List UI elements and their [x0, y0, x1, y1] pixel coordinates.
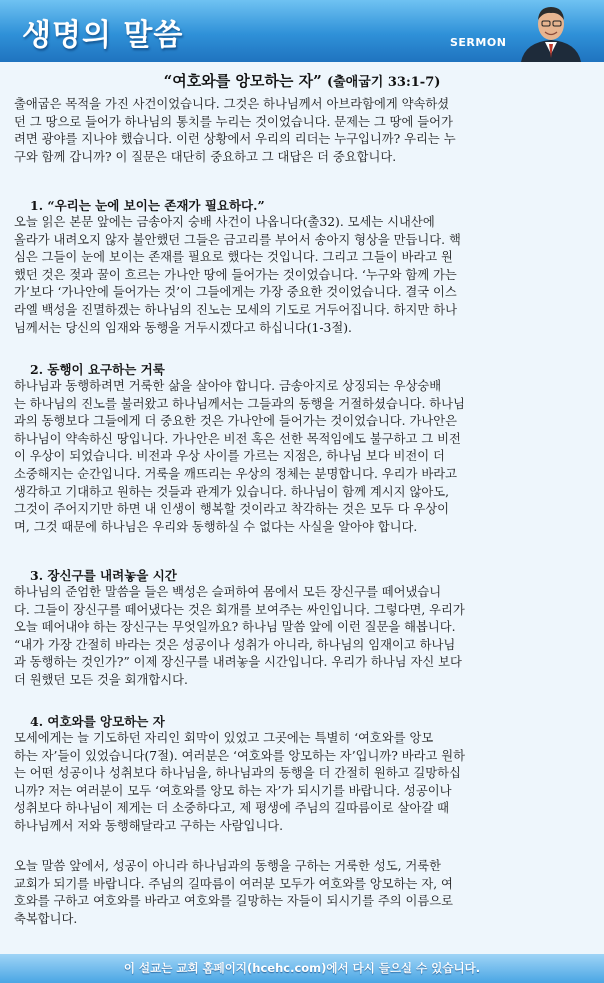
paragraph-line: 하나님과 동행하려면 거룩한 삶을 살아야 합니다. 금송아지로 상징되는 우상숭배: [14, 379, 442, 393]
paragraph-line: 다. 그들이 장신구를 떼어냈다는 것은 회개를 보여주는 싸인입니다. 그렇다면, 우리가: [14, 602, 465, 617]
paragraph-line: 축복합니다.: [14, 911, 78, 926]
section-4-paragraph: [14, 730, 590, 836]
paragraph-line: 과의 동행보다 그들에게 더 중요한 것은 가나안에 들어가는 것이었습니다. 가나안은: [14, 414, 457, 429]
section-3-paragraph: [14, 584, 590, 690]
paragraph-line: 심은 그들이 눈에 보이는 존재를 필요로 했다는 것입니다. 그리고 그들이 바라고 원: [14, 250, 453, 265]
section-heading-2: 2. 동행이 요구하는 거룩: [30, 362, 165, 377]
section-heading-4: 4. 여호와를 앙모하는 자: [30, 714, 165, 729]
paragraph-line: 교회가 되기를 바랍니다. 주님의 길따름이 여러분 모두가 여호와를 앙모하는 자, 여: [14, 876, 453, 891]
paragraph-line: 과 동행하는 것인가?” 이제 장신구를 내려놓을 시간입니다. 우리가 하나님 자신 보다: [14, 655, 462, 670]
paragraph-line: 더 원했던 모든 것을 회개합시다.: [14, 672, 188, 687]
section-1-paragraph: [14, 214, 590, 337]
sermon-body: [0, 62, 604, 954]
footer-note: 이 설교는 교회 홈페이지(hcehc.com)에서 다시 들으실 수 있습니다.: [123, 961, 481, 975]
paragraph-line: 호와를 구하고 여호와를 바라고 여호와를 길망하는 자들이 되시기를 주의 이름으로: [14, 894, 454, 909]
paragraph-line: 오늘 읽은 본문 앞에는 금송아지 숭배 사건이 나옵니다(출32). 모세는 시내산에: [14, 215, 435, 229]
paragraph-line: 그것이 주어지기만 하면 내 인생이 행복할 것이라고 착각하는 것은 모두 다 우상이: [14, 502, 449, 517]
paragraph-line: 구와 함께 갑니까? 이 질문은 대단히 중요하고 그 대답은 더 중요합니다.: [14, 149, 397, 164]
closing-paragraph: [14, 858, 590, 928]
paragraph-line: “내가 가장 간절히 바라는 것은 성공이나 성취가 아니라, 하나님의 임재이고 하나님: [14, 637, 456, 652]
paragraph-line: 던 그 땅으로 들어가 하나님의 통치를 누리는 것이었습니다. 문제는 그 땅에 들어가: [14, 114, 453, 129]
paragraph-line: 라엘 백성을 진멸하겠는 하나님의 진노는 모세의 기도로 거두어집니다. 하지만 하나: [14, 302, 457, 317]
paragraph-line: 했던 것은 젖과 꿀이 흐르는 가나안 땅에 들어가는 것이었습니다. ‘누구와 함께 가는: [14, 267, 457, 282]
intro-paragraph: [14, 96, 590, 166]
paragraph-line: 소중해지는 순간입니다. 거룩을 깨뜨리는 우상의 정체는 분명합니다. 우리가 바라고: [14, 466, 457, 481]
sermon-label: SERMON: [450, 36, 507, 49]
paragraph-line: 올라가 내려오지 않자 불안했던 그들은 금고리를 부어서 송아지 형상을 만듭니다. 핵: [14, 232, 461, 247]
scripture-reference: (출애굽기 33:1-7): [326, 75, 441, 90]
paragraph-line: 오늘 떼어내야 하는 장신구는 무엇일까요? 하나님 말씀 앞에 이런 질문을 해봅니다.: [14, 620, 456, 635]
section-heading-1: 1. “우리는 눈에 보이는 존재가 필요하다.”: [30, 198, 265, 213]
paragraph-line: 하는 자’들이 있었습니다(7절). 여러분은 ‘여호와를 앙모하는 자’입니까? 바라고 원하: [14, 748, 466, 763]
paragraph-line: 며, 그것 때문에 하나님은 우리와 동행하실 수 없다는 사실을 알아야 합니다.: [14, 519, 418, 534]
sermon-title: “여호와를 앙모하는 자”: [163, 72, 322, 90]
paragraph-line: 오늘 말씀 앞에서, 성공이 아니라 하나님과의 동행을 구하는 거룩한 성도, 거룩한: [14, 859, 442, 873]
section-2-paragraph: [14, 378, 590, 536]
footer-banner: [0, 954, 604, 983]
header-banner: [0, 0, 604, 62]
paragraph-line: 하나님이 약속하신 땅입니다. 가나안은 비전 혹은 선한 목적임에도 불구하고 그 비전: [14, 431, 461, 446]
banner-title: 생명의 말씀: [22, 18, 184, 53]
section-heading-3: 3. 장신구를 내려놓을 시간: [30, 568, 177, 583]
paragraph-line: 님께서는 당신의 임재와 동행을 거두시겠다고 하십니다(1-3절).: [14, 320, 352, 335]
paragraph-line: 하나님께서 저와 동행해달라고 구하는 사람입니다.: [14, 818, 283, 833]
paragraph-line: 려면 광야를 지나야 했습니다. 이런 상황에서 우리의 리더는 누구입니까? 우리는 누: [14, 132, 456, 147]
paragraph-line: 성취보다 하나님이 제게는 더 소중하다고, 제 평생에 주님의 길따름이로 살아갈 때: [14, 801, 449, 816]
paragraph-line: 는 하나님의 진노를 불러왔고 하나님께서는 그들과의 동행을 거절하셨습니다. 하나님: [14, 396, 465, 411]
paragraph-line: 니까? 저는 여러분이 모두 ‘여호와를 앙모 하는 자’가 되시기를 바랍니다. 성공이나: [14, 783, 452, 798]
paragraph-line: 는 어떤 성공이나 성취보다 하나님을, 하나님과의 동행을 더 간절히 원하고 길망하십: [14, 766, 461, 781]
paragraph-line: 출애굽은 목적을 가진 사건이었습니다. 그것은 하나님께서 아브라함에게 약속하셨: [14, 97, 450, 111]
sermon-heading: [0, 70, 604, 91]
paragraph-line: 생각하고 기대하고 원하는 것들과 관계가 있습니다. 하나님이 함께 계시지 않아도,: [14, 484, 449, 499]
paragraph-line: 모세에게는 늘 기도하던 자리인 회막이 있었고 그곳에는 특별히 ‘여호와를 앙모: [14, 731, 434, 745]
paragraph-line: 이 우상이 되었습니다. 비전과 우상 사이를 가르는 지점은, 하나님 보다 비전이 더: [14, 449, 445, 464]
pastor-portrait: [515, 2, 587, 62]
paragraph-line: 가’보다 ‘가나안에 들어가는 것’이 그들에게는 가장 중요한 것이었습니다. 결국 이스: [14, 285, 457, 300]
paragraph-line: 하나님의 준엄한 말씀을 들은 백성은 슬퍼하여 몸에서 모든 장신구를 떼어냈습니: [14, 585, 442, 599]
